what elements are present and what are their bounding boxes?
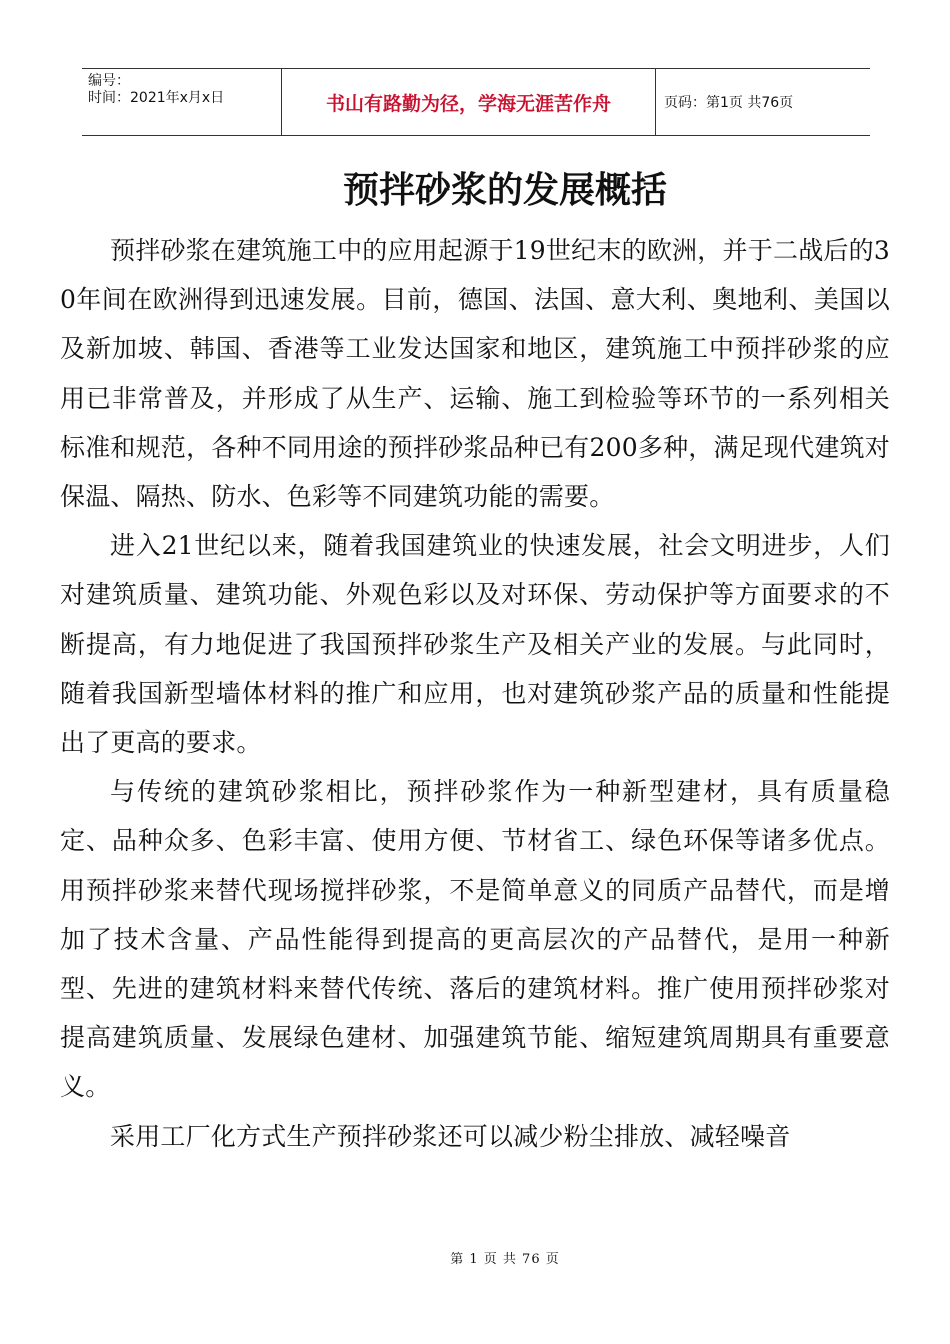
footer-page-label: 第 1 页 共 76 页 [450,1252,560,1267]
header-motto-cell [282,69,656,135]
page-footer [0,1248,950,1267]
header-meta-cell [82,69,282,135]
document-body [60,226,890,1161]
document-title: 预拌砂浆的发展概括 [342,170,667,211]
paragraph: 采用工厂化方式生产预拌砂浆还可以减少粉尘排放、减轻噪音 [110,1121,791,1151]
motto-text: 书山有路勤为径，学海无涯苦作舟 [325,92,611,115]
header-page-cell [656,69,870,135]
number-label: 编号： [88,73,130,89]
paragraph: 与传统的建筑砂浆相比，预拌砂浆作为一种新型建材，具有质量稳定、品种众多、色彩丰富、使用方便、节材省工、绿色环保等诸多优点。用预拌砂浆来替代现场搅拌砂浆，不是简单意义的同质产品替代，而是增加了技术含量、产品性能得到提高的更高层次的产品替代，是用一种新型、先进的建筑材料来替代传统、落后的建筑材料。推广使用预拌砂浆对提高建筑质量、发展绿色建材、加强建筑节能、缩短建筑周期具有重要意义。 [60,777,890,1102]
paragraph: 进入21世纪以来，随着我国建筑业的快速发展，社会文明进步，人们对建筑质量、建筑功能、外观色彩以及对环保、劳动保护等方面要求的不断提高，有力地促进了我国预拌砂浆生产及相关产业的发展。与此同时，随着我国新型墙体材料的推广和应用，也对建筑砂浆产品的质量和性能提出了更高的要求。 [60,531,890,758]
page-info: 页码：第1页 共76页 [664,95,794,111]
paragraph: 预拌砂浆在建筑施工中的应用起源于19世纪末的欧洲，并于二战后的30年间在欧洲得到迅速发展。目前，德国、法国、意大利、奥地利、美国以及新加坡、韩国、香港等工业发达国家和地区，建筑施工中预拌砂浆的应用已非常普及，并形成了从生产、运输、施工到检验等环节的一系列相关标准和规范，各种不同用途的预拌砂浆品种已有200多种，满足现代建筑对保温、隔热、防水、色彩等不同建筑功能的需要。 [60,236,890,512]
time-label: 时间：2021年x月x日 [88,90,225,106]
document-header [82,68,870,136]
